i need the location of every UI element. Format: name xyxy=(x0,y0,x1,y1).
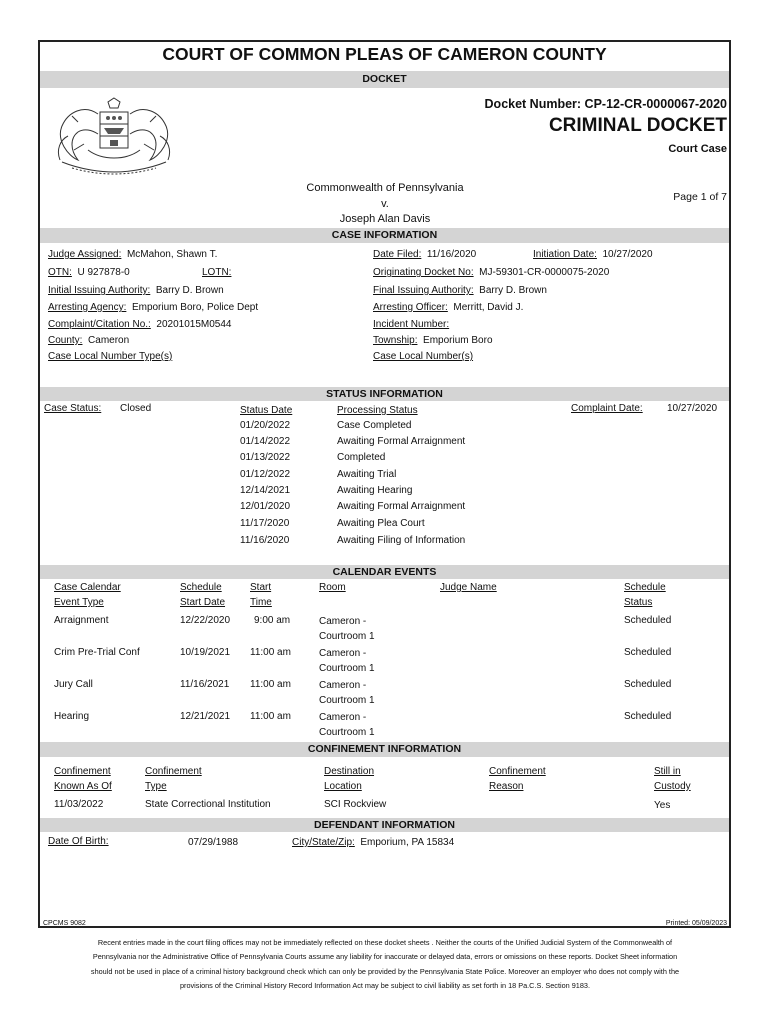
caption-line-2: v. xyxy=(381,198,389,210)
complaint-row xyxy=(48,319,231,330)
confinement-bar: CONFINEMENT INFORMATION xyxy=(40,742,729,757)
conf-header-reason-1: Confinement xyxy=(489,766,546,777)
disclaimer: Recent entries made in the court filing offices may not be immediately reflected on these docket sheets . Neither the courts of the Unified Judicial System of the Commonwealth of Pennsylvania nor the Administrative Office of Pennsylvania Courts assume any liability for inaccurate or delayed data, errors or omissions on these reports. Docket Sheet information should not be used in place of a criminal history background check which can only be provided by the Pennsylvania State Police. Moreover an employer who does not comply with the provisions of the Criminal History Record Information Act may be subject to civil liability as set forth in 18 Pa.C.S. Section 9183. xyxy=(90,938,680,991)
case-status-value: Closed xyxy=(120,403,152,414)
conf-known-as-of: 11/03/2022 xyxy=(54,799,104,810)
case-status-label: Case Status: xyxy=(44,403,102,414)
judge-value: McMahon, Shawn T. xyxy=(126,249,218,260)
final-auth-row xyxy=(373,285,547,296)
township-row xyxy=(373,335,493,346)
conf-header-reason-2: Reason xyxy=(489,781,524,792)
init-auth-row xyxy=(48,285,224,296)
final-auth-label: Final Issuing Authority: xyxy=(373,285,474,296)
date-filed-row xyxy=(373,249,476,260)
cal-header-start-1: Start xyxy=(250,582,272,593)
city-label: City/State/Zip: xyxy=(292,837,355,848)
local-type-label: Case Local Number Type(s) xyxy=(48,351,173,362)
cal-header-status-2: Status xyxy=(624,597,653,608)
arresting-agency-label: Arresting Agency: xyxy=(48,302,127,313)
form-id: CPCMS 9082 xyxy=(43,920,86,927)
cal-header-sched-1: Schedule xyxy=(180,582,222,593)
court-case: Court Case xyxy=(668,143,727,155)
cal-event-type: Jury Call xyxy=(54,679,93,690)
conf-header-type-1: Confinement xyxy=(145,766,202,777)
conf-header-known-2: Known As Of xyxy=(54,781,112,792)
dob-value: 07/29/1988 xyxy=(188,837,239,848)
cal-header-status-1: Schedule xyxy=(624,582,666,593)
pennsylvania-seal-icon xyxy=(48,92,180,176)
cal-room-line1: Cameron - xyxy=(319,616,367,627)
cal-room-line1: Cameron - xyxy=(319,648,367,659)
township-label: Township: xyxy=(373,335,418,346)
judge-label: Judge Assigned: xyxy=(48,249,122,260)
cal-room-line2: Courtroom 1 xyxy=(319,663,375,674)
caption-line-3: Joseph Alan Davis xyxy=(339,213,431,225)
court-title: COURT OF COMMON PLEAS OF CAMERON COUNTY xyxy=(162,44,607,64)
status-row-text: Awaiting Formal Arraignment xyxy=(337,436,466,447)
date-filed-value: 11/16/2020 xyxy=(426,249,477,260)
cal-schedule-status: Scheduled xyxy=(624,711,672,722)
conf-still-in-custody: Yes xyxy=(654,800,671,811)
status-row-text: Awaiting Trial xyxy=(337,469,397,480)
status-row: 12/14/2021 xyxy=(240,485,291,496)
city-value: Emporium, PA 15834 xyxy=(360,837,455,848)
judge-row xyxy=(48,249,217,260)
cal-event-type: Crim Pre-Trial Conf xyxy=(54,647,140,658)
cal-start-time: 11:00 am xyxy=(250,679,291,690)
status-row-text: Awaiting Hearing xyxy=(337,485,413,496)
arresting-officer-row xyxy=(373,302,523,313)
docket-type: CRIMINAL DOCKET xyxy=(548,115,727,136)
conf-type: State Correctional Institution xyxy=(145,799,271,810)
cal-header-event-1: Case Calendar xyxy=(54,582,121,593)
cal-start-date: 12/21/2021 xyxy=(180,711,231,722)
date-filed-label: Date Filed: xyxy=(373,249,422,260)
conf-header-known-1: Confinement xyxy=(54,766,111,777)
conf-header-dest-1: Destination xyxy=(324,766,375,777)
county-value: Cameron xyxy=(88,335,130,346)
init-auth-value: Barry D. Brown xyxy=(155,285,224,296)
cal-header-sched-2: Start Date xyxy=(180,597,226,608)
county-label: County: xyxy=(48,335,83,346)
final-auth-value: Barry D. Brown xyxy=(479,285,547,296)
cal-schedule-status: Scheduled xyxy=(624,615,672,626)
dob-label: Date Of Birth: xyxy=(48,836,109,847)
cal-event-type: Hearing xyxy=(54,711,90,722)
cal-room-line2: Courtroom 1 xyxy=(319,695,375,706)
arresting-agency-row xyxy=(48,302,258,313)
case-info-bar: CASE INFORMATION xyxy=(40,228,729,243)
docket-bar: DOCKET xyxy=(40,71,729,88)
calendar-bar: CALENDAR EVENTS xyxy=(40,565,729,579)
otn-row xyxy=(48,267,130,278)
township-value: Emporium Boro xyxy=(423,335,493,346)
caption-line-1: Commonwealth of Pennsylvania xyxy=(306,182,464,194)
status-row-text: Case Completed xyxy=(337,420,412,431)
status-row: 11/16/2020 xyxy=(240,535,290,546)
cal-start-time: 11:00 am xyxy=(250,711,291,722)
otn-value: U 927878-0 xyxy=(77,267,130,278)
cal-header-event-2: Event Type xyxy=(54,597,104,608)
local-number-label: Case Local Number(s) xyxy=(373,351,474,362)
cal-room-line1: Cameron - xyxy=(319,712,367,723)
status-row-text: Awaiting Plea Court xyxy=(337,518,425,529)
init-auth-label: Initial Issuing Authority: xyxy=(48,285,151,296)
initiation-label: Initiation Date: xyxy=(533,249,597,260)
initiation-value: 10/27/2020 xyxy=(602,249,653,260)
orig-docket-value: MJ-59301-CR-0000075-2020 xyxy=(479,267,610,278)
cal-start-time: 11:00 am xyxy=(250,647,291,658)
complaint-label: Complaint/Citation No.: xyxy=(48,319,151,330)
orig-docket-label: Originating Docket No: xyxy=(373,267,474,278)
cal-header-judge: Judge Name xyxy=(440,582,497,593)
city-row xyxy=(292,837,454,848)
cal-start-date: 11/16/2021 xyxy=(180,679,230,690)
cal-schedule-status: Scheduled xyxy=(624,679,672,690)
status-date-header: Status Date xyxy=(240,405,293,416)
complaint-date-label: Complaint Date: xyxy=(571,403,643,414)
status-row: 01/13/2022 xyxy=(240,452,291,463)
complaint-date-value: 10/27/2020 xyxy=(667,403,718,414)
page-indicator: Page 1 of 7 xyxy=(673,191,727,203)
cal-room-line2: Courtroom 1 xyxy=(319,727,375,738)
status-row: 01/20/2022 xyxy=(240,420,291,431)
cal-room-line1: Cameron - xyxy=(319,680,367,691)
cal-room-line2: Courtroom 1 xyxy=(319,631,375,642)
incident-label: Incident Number: xyxy=(373,319,450,330)
conf-header-dest-2: Location xyxy=(324,781,362,792)
printed-date: Printed: 05/09/2023 xyxy=(665,920,727,927)
cal-header-start-2: Time xyxy=(250,597,272,608)
conf-header-type-2: Type xyxy=(145,781,167,792)
status-info-bar: STATUS INFORMATION xyxy=(40,387,729,401)
cal-header-room: Room xyxy=(319,582,346,593)
cal-schedule-status: Scheduled xyxy=(624,647,672,658)
arresting-agency-value: Emporium Boro, Police Dept xyxy=(131,302,259,313)
cal-start-date: 10/19/2021 xyxy=(180,647,231,658)
cal-start-date: 12/22/2020 xyxy=(180,615,231,626)
conf-header-custody-2: Custody xyxy=(654,781,691,792)
status-row: 01/12/2022 xyxy=(240,469,291,480)
initiation-row xyxy=(533,249,653,260)
status-row-text: Awaiting Filing of Information xyxy=(337,535,466,546)
processing-status-header: Processing Status xyxy=(337,405,418,416)
cal-event-type: Arraignment xyxy=(54,615,109,626)
arresting-officer-label: Arresting Officer: xyxy=(373,302,448,313)
status-row: 01/14/2022 xyxy=(240,436,291,447)
conf-destination: SCI Rockview xyxy=(324,799,387,810)
status-row-text: Awaiting Formal Arraignment xyxy=(337,501,466,512)
status-row-text: Completed xyxy=(337,452,386,463)
defendant-bar: DEFENDANT INFORMATION xyxy=(40,818,729,832)
lotn-label: LOTN: xyxy=(202,267,232,278)
county-row xyxy=(48,335,129,346)
orig-docket-row xyxy=(373,267,609,278)
complaint-value: 20201015M0544 xyxy=(156,319,232,330)
otn-label: OTN: xyxy=(48,267,72,278)
docket-number: Docket Number: CP-12-CR-0000067-2020 xyxy=(484,97,727,111)
conf-header-custody-1: Still in xyxy=(654,766,681,777)
arresting-officer-value: Merritt, David J. xyxy=(453,302,524,313)
status-row: 12/01/2020 xyxy=(240,501,291,512)
cal-start-time: 9:00 am xyxy=(254,615,291,626)
status-row: 11/17/2020 xyxy=(240,518,290,529)
